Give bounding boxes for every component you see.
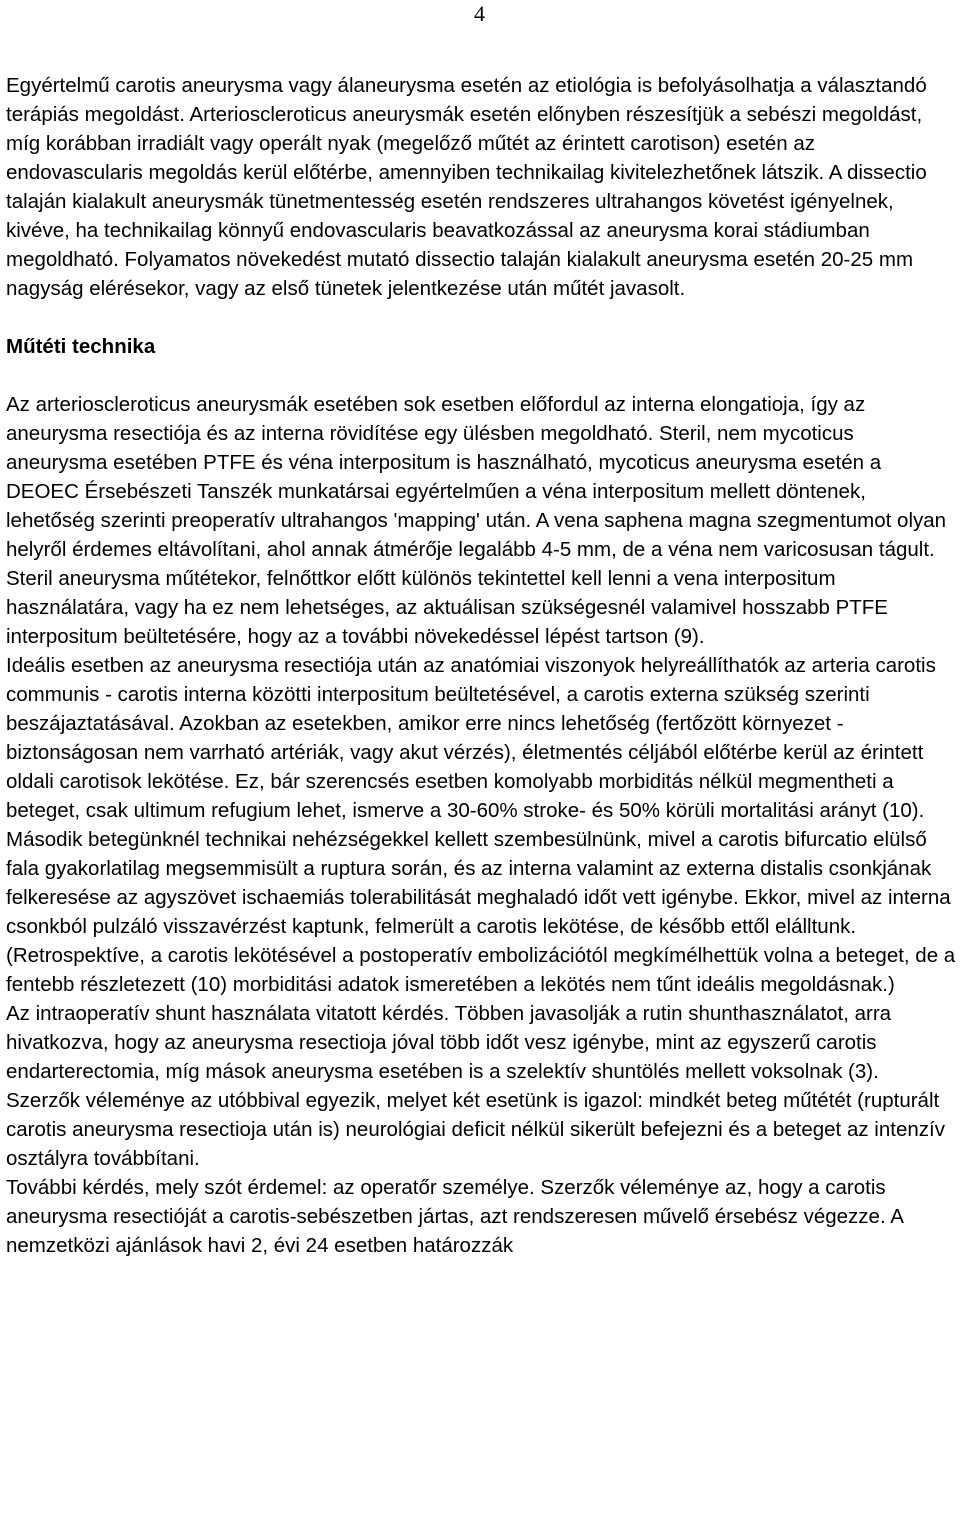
section-heading: Műtéti technika [6,335,156,358]
page-number: 4 [474,1,485,26]
paragraph-shunt: Az intraoperatív shunt használata vitatott kérdés. Többen javasolják a rutin shunthasználatot, arra hivatkozva, hogy az aneurysma resectioja jóval több időt vesz igénybe, mint az egyszerű carotis endarterectomia, míg mások aneurysma esetében is a szelektív shuntölés mellett voksolnak (3). Szerzők véleménye az utóbbival egyezik, melyet két esetünk is igazol: mindkét beteg műtétét (rupturált carotis aneurysma resectioja után is) neurológiai deficit nélkül sikerült befejezni és a beteget az intenzív osztályra továbbítani. [6,1002,945,1170]
paragraph-technique: Az arterioscleroticus aneurysmák esetében sok esetben előfordul az interna elongatioja, így az aneurysma resectiója és az interna rövidítése egy ülésben megoldható. Steril, nem mycoticus aneurysma esetében PTFE és véna interpositum is használható, mycoticus aneurysma esetén a DEOEC Érsebészeti Tanszék munkatársai egyértelműen a véna interpositum mellett döntenek, lehetőség szerinti preoperatív ultrahangos 'mapping' után. A vena saphena magna szegmentumot olyan helyről érdemes eltávolítani, ahol annak átmérője legalább 4-5 mm, de a véna nem varicosusan tágult. [6,393,947,561]
paragraph-sterile: Steril aneurysma műtétekor, felnőttkor előtt különös tekintettel kell lenni a vena interpositum használatára, vagy ha ez nem lehetséges, az aktuálisan szükségesnél valamivel hosszabb PTFE interpositum beültetésére, hogy az a további növekedéssel lépést tartson (9). [6,567,888,648]
paragraph-operator: További kérdés, mely szót érdemel: az operatőr személye. Szerzők véleménye az, hogy a carotis aneurysma resectióját a carotis-sebészetben jártas, azt rendszeresen művelő érsebész végezze. A nemzetközi ajánlások havi 2, évi 24 esetben határozzák [6,1176,903,1257]
paragraph-etiology: Egyértelmű carotis aneurysma vagy álaneurysma esetén az etiológia is befolyásolhatja a választandó terápiás megoldást. Arterioscleroticus aneurysmák esetén előnyben részesítjük a sebészi megoldást, míg korábban irradiált vagy operált nyak (megelőző műtét az érintett carotison) esetén az endovascularis megoldás kerül előtérbe, amennyiben technikailag kivitelezhetőnek látszik. A dissectio talaján kialakult aneurysmák tünetmentesség esetén rendszeres ultrahangos követést igényelnek, kivéve, ha technikailag könnyű endovascularis beavatkozással az aneurysma korai stádiumban megoldható. Folyamatos növekedést mutató dissectio talaján kialakult aneurysma esetén 20-25 mm nagyság elérésekor, vagy az első tünetek jelentkezése után műtét javasolt. [6,74,927,300]
document-body [6,71,956,1260]
paragraph-ideal: Ideális esetben az aneurysma resectiója után az anatómiai viszonyok helyreállíthatók az arteria carotis communis - carotis interna közötti interpositum beültetésével, a carotis externa szükség szerinti beszájaztatásával. Azokban az esetekben, amikor erre nincs lehetőség (fertőzött környezet - biztonságosan nem varrható artériák, vagy akut vérzés), életmentés céljából előtérbe kerül az érintett oldali carotisok lekötése. Ez, bár szerencsés esetben komolyabb morbiditás nélkül megmentheti a beteget, csak ultimum refugium lehet, ismerve a 30-60% stroke- és 50% körüli mortalitási arányt (10). Második betegünknél technikai nehézségekkel kellett szembesülnünk, mivel a carotis bifurcatio elülső fala gyakorlatilag megsemmisült a ruptura során, és az interna valamint az externa distalis csonkjának felkeresése az agyszövet ischaemiás tolerabilitását meghaladó időt vett igénybe. Ekkor, mivel az interna csonkból pulzáló visszavérzést kaptunk, felmerült a carotis lekötése, de később ettől elálltunk. (Retrospektíve, a carotis lekötésével a postoperatív embolizációtól megkímélhettük volna a beteget, de a fentebb részletezett (10) morbiditási adatok ismeretében a lekötés nem tűnt ideális megoldásnak.) [6,654,956,996]
